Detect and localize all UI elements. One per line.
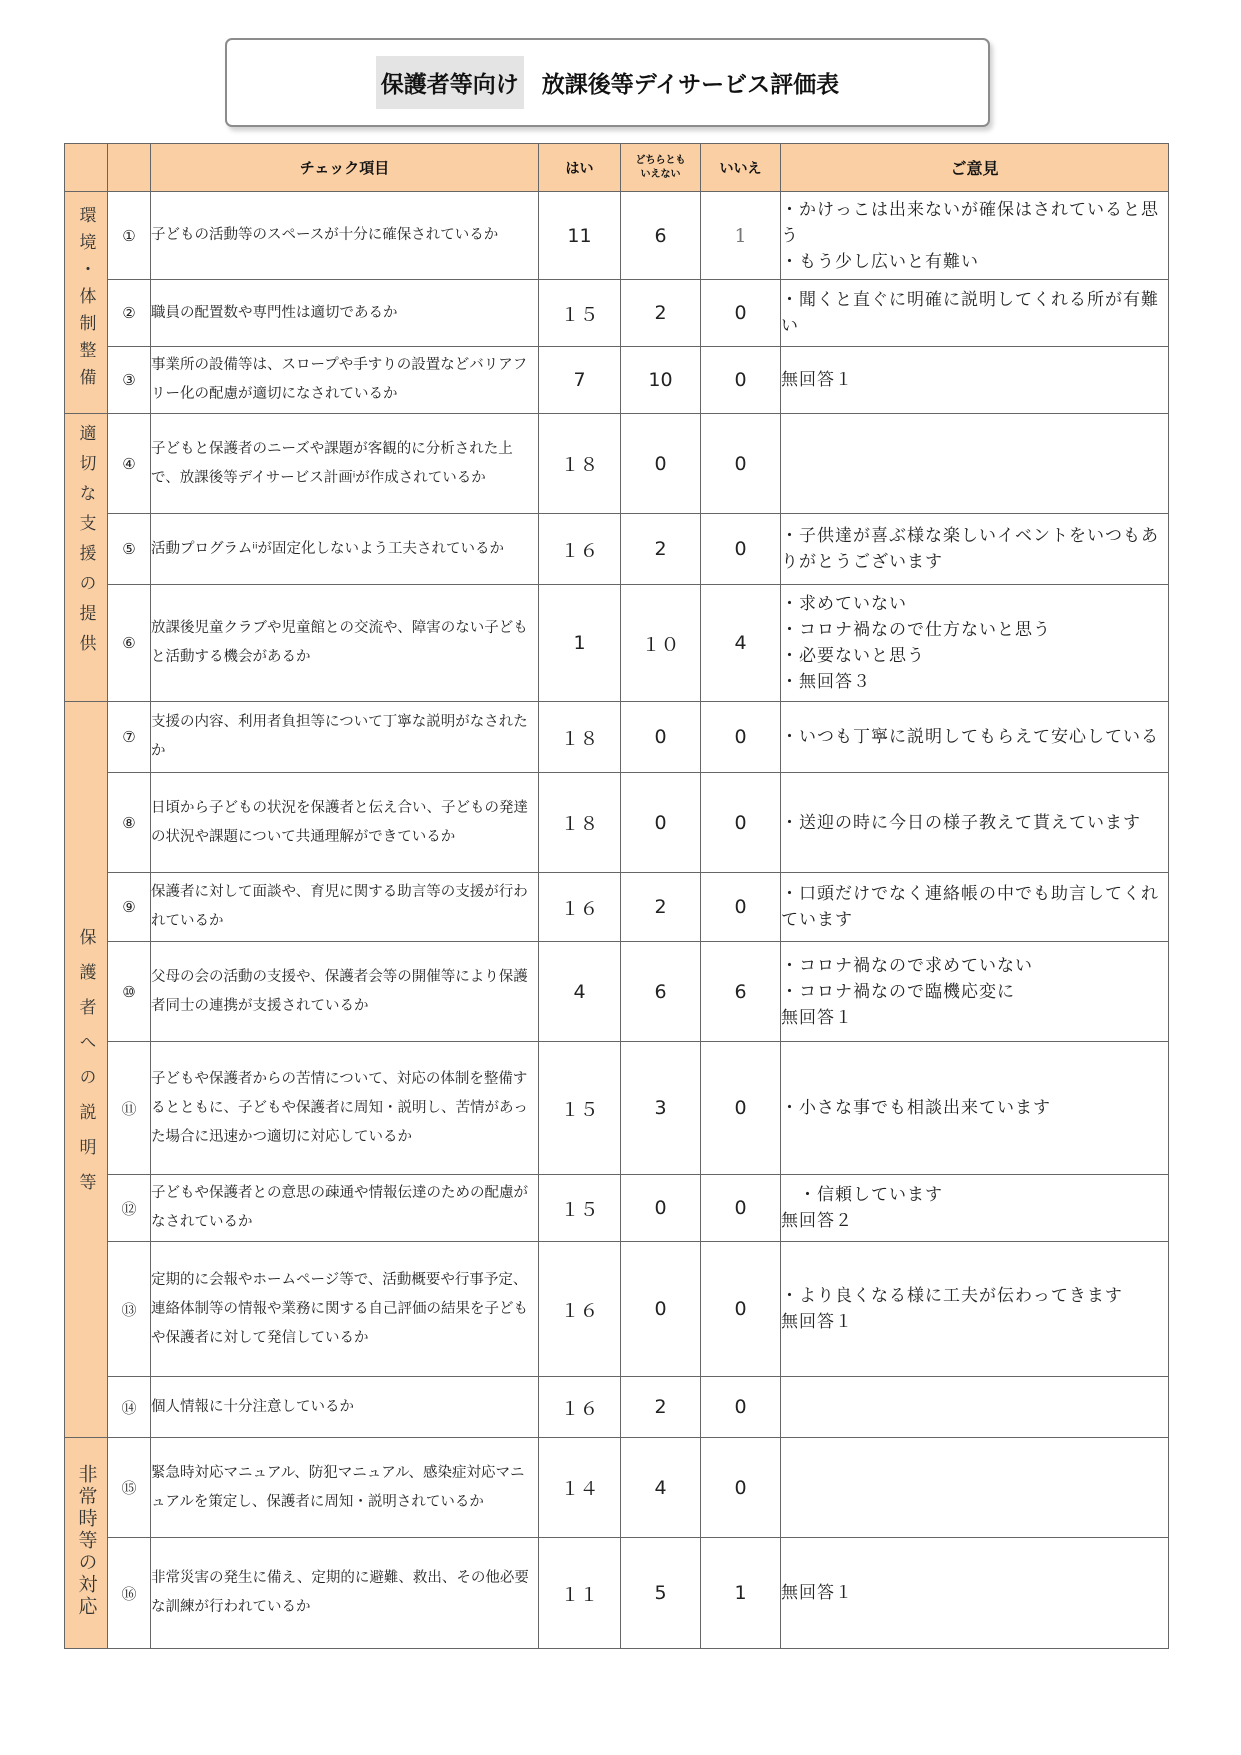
row-number: ⑫ — [108, 1175, 151, 1242]
category-label: 保護者への説明等 — [76, 927, 96, 1208]
neither-count: 0 — [621, 1175, 701, 1242]
comments-cell — [781, 585, 1169, 702]
comments-cell — [781, 347, 1169, 414]
check-item: 事業所の設備等は、スロープや手すりの設置などバリアフリー化の配慮が適切になされているか — [151, 347, 539, 414]
table-row — [65, 1538, 1169, 1649]
comment-line: 無回答１ — [781, 1007, 853, 1028]
row-number: ⑥ — [108, 585, 151, 702]
neither-count: 10 — [621, 347, 701, 414]
comment-line: ・コロナ禍なので臨機応変に — [781, 981, 1015, 1002]
category-label: 適切な支援の提供 — [76, 423, 96, 664]
comment-line: ・より良くなる様に工夫が伝わってきます — [781, 1286, 1123, 1306]
comment-line: ・小さな事でも相談出来ています — [781, 1098, 1051, 1118]
row-number: ⑬ — [108, 1242, 151, 1377]
comments-cell — [781, 1042, 1169, 1175]
yes-count: 7 — [539, 347, 621, 414]
comment-line: ・必要ないと思う — [781, 646, 925, 666]
comments-cell — [781, 1538, 1169, 1649]
neither-count: 0 — [621, 773, 701, 873]
row-number: ④ — [108, 414, 151, 514]
header-no: いいえ — [701, 144, 781, 192]
evaluation-table — [64, 143, 1169, 1649]
table-row — [65, 1242, 1169, 1377]
title-box — [225, 38, 990, 127]
row-number: ⑦ — [108, 702, 151, 773]
comments-cell — [781, 1438, 1169, 1538]
check-item: 子どもと保護者のニーズや課題が客観的に分析された上で、放課後等デイサービス計画ⁱが作成されているか — [151, 414, 539, 514]
check-item: 放課後児童クラブや児童館との交流や、障害のない子どもと活動する機会があるか — [151, 585, 539, 702]
neither-count: 6 — [621, 192, 701, 280]
comments-cell — [781, 280, 1169, 347]
neither-count: 5 — [621, 1538, 701, 1649]
category-environment — [65, 192, 108, 414]
no-count: 4 — [701, 585, 781, 702]
neither-count: 2 — [621, 514, 701, 585]
yes-count: １８ — [539, 414, 621, 514]
row-number: ⑮ — [108, 1438, 151, 1538]
no-count: 0 — [701, 280, 781, 347]
no-count: 0 — [701, 1377, 781, 1438]
header-neither-line2: いえない — [640, 168, 681, 180]
neither-count: 2 — [621, 1377, 701, 1438]
row-number: ⑭ — [108, 1377, 151, 1438]
neither-count: 0 — [621, 702, 701, 773]
neither-count: 4 — [621, 1438, 701, 1538]
header-neither — [621, 144, 701, 192]
no-count: 0 — [701, 414, 781, 514]
table-row — [65, 942, 1169, 1042]
header-category-blank — [65, 144, 108, 192]
yes-count: １８ — [539, 702, 621, 773]
yes-count: １８ — [539, 773, 621, 873]
comment-line: ・コロナ禍なので仕方ないと思う — [781, 620, 1051, 640]
yes-count: １６ — [539, 1377, 621, 1438]
yes-count: １５ — [539, 1042, 621, 1175]
category-label: 環境・体制整備 — [76, 206, 96, 395]
comment-line: ・口頭だけでなく連絡帳の中でも助言してくれています — [781, 884, 1159, 930]
no-count: 1 — [701, 192, 781, 280]
title-main: 放課後等デイサービス評価表 — [541, 72, 840, 98]
no-count: 1 — [701, 1538, 781, 1649]
row-number: ⑯ — [108, 1538, 151, 1649]
comment-line: ・聞くと直ぐに明確に説明してくれる所が有難い — [781, 290, 1159, 336]
table-row — [65, 1377, 1169, 1438]
check-item: 日頃から子どもの状況を保護者と伝え合い、子どもの発達の状況や課題について共通理解ができているか — [151, 773, 539, 873]
neither-count: １０ — [621, 585, 701, 702]
table-row — [65, 192, 1169, 280]
row-number: ⑩ — [108, 942, 151, 1042]
table-row — [65, 1042, 1169, 1175]
no-count: 0 — [701, 1175, 781, 1242]
check-item: 子どもや保護者からの苦情について、対応の体制を整備するとともに、子どもや保護者に周知・説明し、苦情があった場合に迅速かつ適切に対応しているか — [151, 1042, 539, 1175]
check-item: 子どもの活動等のスペースが十分に確保されているか — [151, 192, 539, 280]
no-count: 0 — [701, 1042, 781, 1175]
comment-line: 無回答１ — [781, 1312, 853, 1332]
table-row — [65, 1438, 1169, 1538]
yes-count: 4 — [539, 942, 621, 1042]
category-support — [65, 414, 108, 702]
comment-line: ・いつも丁寧に説明してもらえて安心している — [781, 727, 1159, 747]
row-number: ③ — [108, 347, 151, 414]
table-row — [65, 414, 1169, 514]
comment-line: ・求めていない — [781, 594, 907, 614]
row-number: ⑪ — [108, 1042, 151, 1175]
comments-cell — [781, 1377, 1169, 1438]
no-count: 0 — [701, 773, 781, 873]
comment-line: ・コロナ禍なので求めていない — [781, 955, 1033, 976]
yes-count: １６ — [539, 514, 621, 585]
table-row — [65, 585, 1169, 702]
comments-cell — [781, 514, 1169, 585]
no-count: 6 — [701, 942, 781, 1042]
category-emergency — [65, 1438, 108, 1649]
comments-cell — [781, 414, 1169, 514]
comments-cell — [781, 702, 1169, 773]
table-row — [65, 347, 1169, 414]
check-item: 活動プログラムⁱⁱが固定化しないよう工夫されているか — [151, 514, 539, 585]
check-item: 個人情報に十分注意しているか — [151, 1377, 539, 1438]
yes-count: 1 — [539, 585, 621, 702]
comment-line: 無回答２ — [781, 1211, 853, 1231]
comments-cell — [781, 1242, 1169, 1377]
row-number: ⑤ — [108, 514, 151, 585]
no-count: 0 — [701, 1242, 781, 1377]
yes-count: １４ — [539, 1438, 621, 1538]
row-number: ⑨ — [108, 873, 151, 942]
comment-line: ・もう少し広いと有難い — [781, 251, 979, 272]
comments-cell — [781, 1175, 1169, 1242]
comments-cell — [781, 773, 1169, 873]
table-row — [65, 280, 1169, 347]
yes-count: 11 — [539, 192, 621, 280]
table-row — [65, 702, 1169, 773]
neither-count: 2 — [621, 873, 701, 942]
check-item: 定期的に会報やホームページ等で、活動概要や行事予定、連絡体制等の情報や業務に関する自己評価の結果を子どもや保護者に対して発信しているか — [151, 1242, 539, 1377]
table-body — [65, 192, 1169, 1649]
yes-count: １１ — [539, 1538, 621, 1649]
neither-count: 0 — [621, 414, 701, 514]
check-item: 職員の配置数や専門性は適切であるか — [151, 280, 539, 347]
table-row — [65, 773, 1169, 873]
comment-line: 無回答１ — [781, 370, 853, 390]
row-number: ① — [108, 192, 151, 280]
comments-cell — [781, 942, 1169, 1042]
comments-cell — [781, 873, 1169, 942]
category-explanation — [65, 702, 108, 1438]
neither-count: 6 — [621, 942, 701, 1042]
header-yes: はい — [539, 144, 621, 192]
header-check-item: チェック項目 — [151, 144, 539, 192]
yes-count: １６ — [539, 873, 621, 942]
header-comments: ご意見 — [781, 144, 1169, 192]
comment-line: 無回答１ — [781, 1583, 853, 1603]
comment-line: ・送迎の時に今日の様子教えて貰えています — [781, 812, 1141, 833]
no-count: 0 — [701, 702, 781, 773]
table-row — [65, 873, 1169, 942]
check-item: 父母の会の活動の支援や、保護者会等の開催等により保護者同士の連携が支援されているか — [151, 942, 539, 1042]
table-row — [65, 1175, 1169, 1242]
no-count: 0 — [701, 1438, 781, 1538]
yes-count: １５ — [539, 280, 621, 347]
check-item: 子どもや保護者との意思の疎通や情報伝達のための配慮がなされているか — [151, 1175, 539, 1242]
row-number: ② — [108, 280, 151, 347]
check-item: 保護者に対して面談や、育児に関する助言等の支援が行われているか — [151, 873, 539, 942]
category-label: 非常時等の対応 — [75, 1464, 97, 1618]
neither-count: 0 — [621, 1242, 701, 1377]
comment-line: ・無回答３ — [781, 672, 871, 692]
check-item: 非常災害の発生に備え、定期的に避難、救出、その他必要な訓練が行われているか — [151, 1538, 539, 1649]
comments-cell — [781, 192, 1169, 280]
no-count: 0 — [701, 514, 781, 585]
header-row — [65, 144, 1169, 192]
check-item: 支援の内容、利用者負担等について丁寧な説明がなされたか — [151, 702, 539, 773]
comment-line: ・子供達が喜ぶ様な楽しいイベントをいつもありがとうございます — [781, 526, 1159, 572]
yes-count: １６ — [539, 1242, 621, 1377]
neither-count: 3 — [621, 1042, 701, 1175]
check-item: 緊急時対応マニュアル、防犯マニュアル、感染症対応マニュアルを策定し、保護者に周知・説明されているか — [151, 1438, 539, 1538]
yes-count: １５ — [539, 1175, 621, 1242]
row-number: ⑧ — [108, 773, 151, 873]
comment-line: ・かけっこは出来ないが確保はされていると思う — [781, 199, 1159, 246]
no-count: 0 — [701, 347, 781, 414]
no-count: 0 — [701, 873, 781, 942]
comment-line: ・信頼しています — [781, 1185, 943, 1205]
table-row — [65, 514, 1169, 585]
title-highlight: 保護者等向け — [376, 56, 524, 109]
header-neither-line1: どちらとも — [635, 154, 686, 166]
header-number-blank — [108, 144, 151, 192]
neither-count: 2 — [621, 280, 701, 347]
